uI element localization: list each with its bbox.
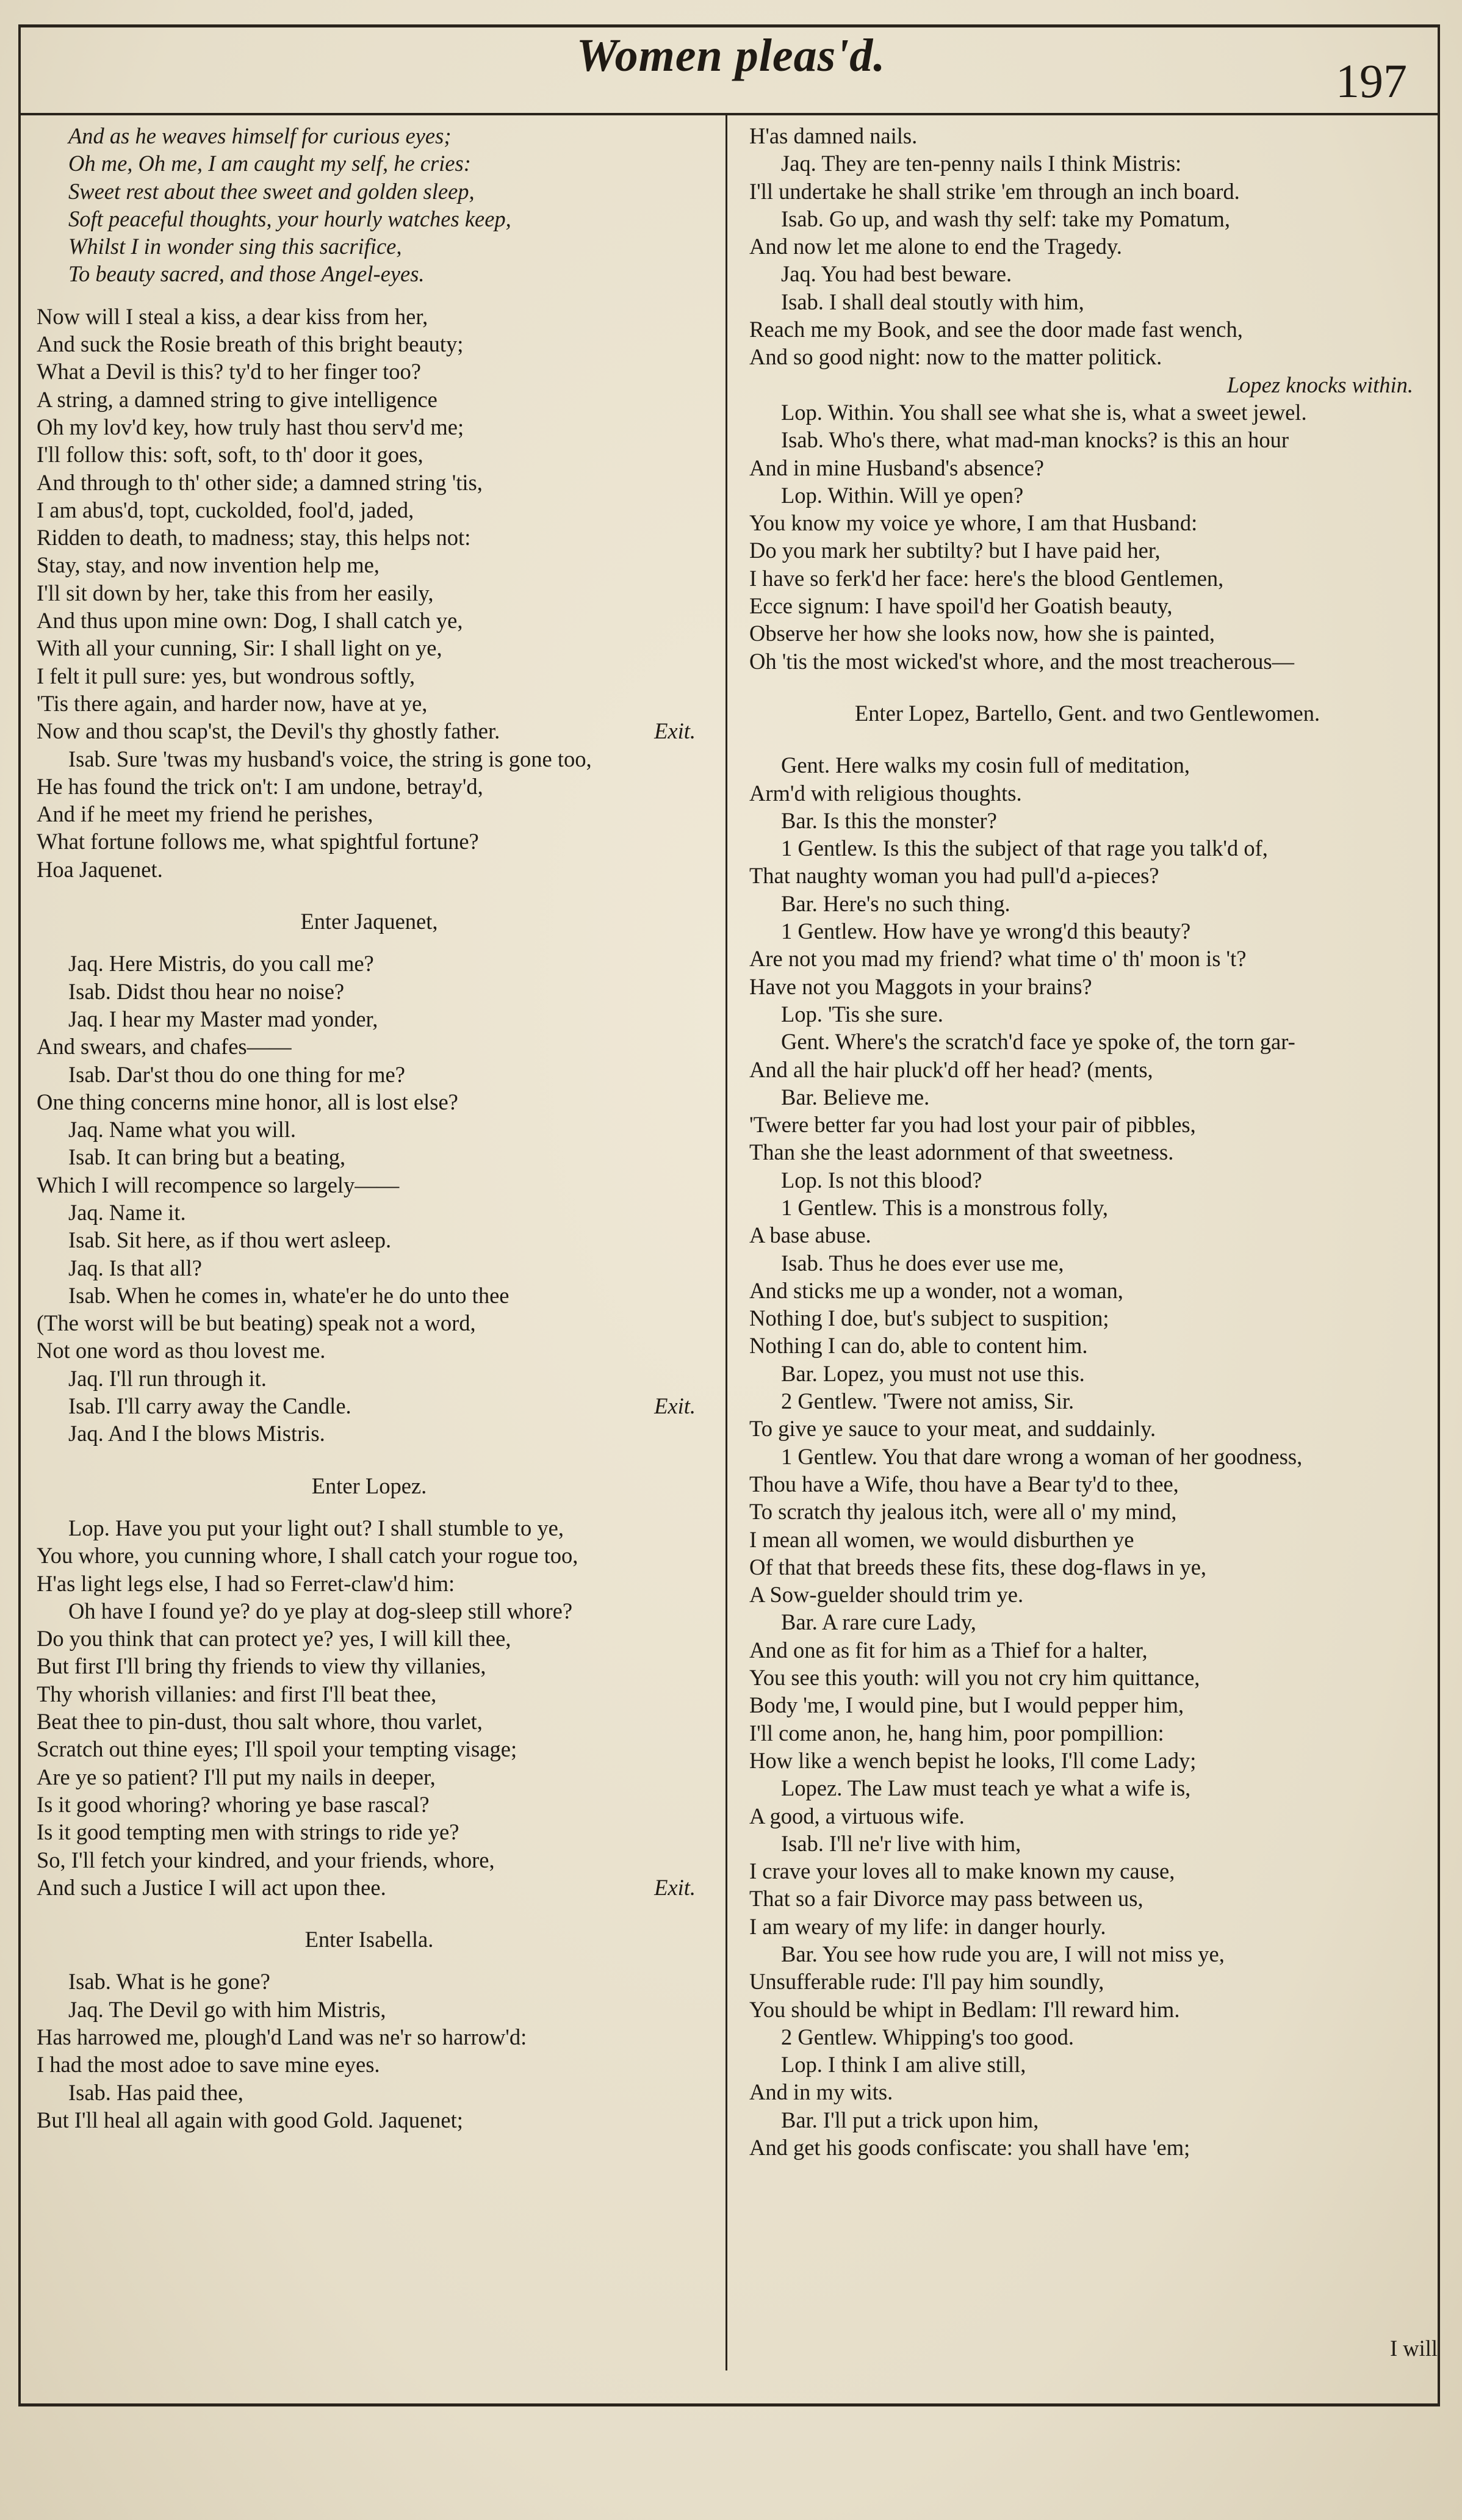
text-line: Thou have a Wife, thou have a Bear ty'd to thee, — [749, 1471, 1179, 1496]
verse-line: Whilst I in wonder sing this sacrifice, — [68, 234, 402, 259]
right-column — [749, 122, 1425, 2161]
text-line: Isab. Has paid thee, — [68, 2079, 243, 2105]
text-line: Isab. Didst thou hear no noise? — [68, 978, 345, 1004]
bottom-rule — [18, 2403, 1440, 2406]
text-line: Lop. Within. Will ye open? — [781, 482, 1024, 508]
verse-line: And as he weaves himself for curious eyes; — [68, 123, 452, 148]
text-line: Jaq. And I the blows Mistris. — [68, 1421, 325, 1446]
text-line: 2 Gentlew. 'Twere not amiss, Sir. — [781, 1388, 1075, 1414]
page-number: 197 — [1336, 54, 1407, 107]
text-line: Than she the least adornment of that sweetness. — [749, 1139, 1174, 1165]
text-line: And thus upon mine own: Dog, I shall catch ye, — [37, 608, 463, 634]
text-line: Jaq. Is that all? — [68, 1255, 202, 1280]
text-line: Isab. Go up, and wash thy self: take my Pomatum, — [781, 206, 1230, 231]
text-line: Arm'd with religious thoughts. — [749, 780, 1022, 806]
text-line: You should be whipt in Bedlam: I'll reward him. — [749, 1996, 1180, 2022]
text-line: You see this youth: will you not cry him quittance, — [749, 1665, 1200, 1691]
text-line: Stay, stay, and now invention help me, — [37, 552, 380, 578]
verse-line: Sweet rest about thee sweet and golden sleep, — [68, 178, 475, 204]
text-line: Thy whorish villanies: and first I'll beat thee, — [37, 1681, 437, 1706]
text-line: Gent. Where's the scratch'd face ye spoke of, the torn gar- — [781, 1029, 1295, 1055]
left-border — [18, 24, 21, 2405]
stage-direction: Lopez knocks within. — [1226, 372, 1413, 397]
text-line: Are ye so patient? I'll put my nails in deeper, — [37, 1764, 436, 1789]
text-line: Isab. Who's there, what mad-man knocks? is this an hour — [781, 427, 1289, 453]
text-line — [37, 717, 702, 745]
text-line: And get his goods confiscate: you shall have 'em; — [749, 2135, 1190, 2161]
text-line: 'Tis there again, and harder now, have at ye, — [37, 690, 428, 716]
text-line: You know my voice ye whore, I am that Husband: — [749, 510, 1198, 536]
text-line: Nothing I doe, but's subject to suspition; — [749, 1305, 1109, 1331]
text-line: I am abus'd, topt, cuckolded, fool'd, jaded, — [37, 497, 414, 522]
text-line: Scratch out thine eyes; I'll spoil your tempting visage; — [37, 1736, 517, 1762]
text-line: Lop. Is not this blood? — [781, 1167, 982, 1193]
text-line: Jaq. The Devil go with him Mistris, — [68, 1996, 386, 2022]
exit-direction: Exit. — [654, 718, 696, 744]
text-line: Gent. Here walks my cosin full of meditation, — [781, 753, 1190, 778]
text-line: I mean all women, we would disburthen ye — [749, 1526, 1134, 1552]
text-line: And through to th' other side; a damned string 'tis, — [37, 469, 483, 495]
text-line: Has harrowed me, plough'd Land was ne'r so harrow'd: — [37, 2024, 527, 2049]
text-line: Jaq. Here Mistris, do you call me? — [68, 951, 374, 977]
text-line: That so a fair Divorce may pass between us, — [749, 1886, 1143, 1912]
text-line: Jaq. Name what you will. — [68, 1117, 297, 1143]
text-line: Isab. Sure 'twas my husband's voice, the string is gone too, — [68, 746, 592, 771]
text-line: With all your cunning, Sir: I shall light on ye, — [37, 635, 442, 661]
text-line: Isab. When he comes in, whate'er he do unto thee — [68, 1282, 510, 1308]
text-line: And all the hair pluck'd off her head? (ments, — [749, 1056, 1153, 1082]
text-line: H'as light legs else, I had so Ferret-claw'd him: — [37, 1570, 455, 1596]
text-line: 1 Gentlew. You that dare wrong a woman of her goodness, — [781, 1443, 1303, 1469]
text-line: Now will I steal a kiss, a dear kiss from her, — [37, 303, 428, 329]
text-line: Observe her how she looks now, how she is painted, — [749, 621, 1215, 646]
text-line: 2 Gentlew. Whipping's too good. — [781, 2024, 1075, 2049]
text-line: Jaq. I'll run through it. — [68, 1365, 267, 1391]
text-line: You whore, you cunning whore, I shall catch your rogue too, — [37, 1543, 578, 1569]
text-line: Is it good whoring? whoring ye base rascal? — [37, 1791, 430, 1817]
text-line: Jaq. They are ten-penny nails I think Mistris: — [781, 151, 1182, 176]
text-line: I felt it pull sure: yes, but wondrous softly, — [37, 663, 416, 688]
text-line: And sticks me up a wonder, not a woman, — [749, 1277, 1123, 1303]
text-line — [37, 1874, 702, 1901]
text-line: Lop. 'Tis she sure. — [781, 1001, 943, 1027]
text-line: Lop. Within. You shall see what she is, what a sweet jewel. — [781, 399, 1307, 425]
text-line: Bar. Is this the monster? — [781, 807, 997, 833]
text-line: I am weary of my life: in danger hourly. — [749, 1913, 1106, 1939]
text-line: Hoa Jaquenet. — [37, 856, 163, 882]
text-line: I crave your loves all to make known my cause, — [749, 1858, 1175, 1884]
text-line: That naughty woman you had pull'd a-pieces? — [749, 863, 1159, 889]
text-line: Bar. Here's no such thing. — [781, 890, 1010, 916]
text-line: Isab. Thus he does ever use me, — [781, 1250, 1064, 1276]
text-line: And so good night: now to the matter politick. — [749, 344, 1162, 370]
text-line: I'll follow this: soft, soft, to th' door it goes, — [37, 442, 423, 468]
top-rule — [18, 24, 1440, 27]
text-line: So, I'll fetch your kindred, and your friends, whore, — [37, 1847, 495, 1872]
text-line: A good, a virtuous wife. — [749, 1803, 965, 1829]
text-line: Nothing I can do, able to content him. — [749, 1333, 1088, 1359]
verse-line: To beauty sacred, and those Angel-eyes. — [68, 261, 425, 287]
text-line: To scratch thy jealous itch, were all o' my mind, — [749, 1499, 1177, 1525]
text-line: Bar. Believe me. — [781, 1084, 930, 1110]
right-border — [1438, 24, 1440, 2405]
stage-direction: Enter Isabella. — [304, 1927, 434, 1952]
text-line: How like a wench bepist he looks, I'll come Lady; — [749, 1747, 1197, 1773]
text-line: Do you think that can protect ye? yes, I will kill thee, — [37, 1626, 511, 1652]
text-line-content: Isab. I'll carry away the Candle. — [68, 1393, 351, 1419]
text-line: Oh 'tis the most wicked'st whore, and the most treacherous— — [749, 648, 1295, 674]
text-line: He has found the trick on't: I am undone, betray'd, — [37, 773, 483, 799]
stage-direction: Enter Jaquenet, — [300, 909, 438, 934]
text-line: Have not you Maggots in your brains? — [749, 973, 1092, 999]
text-line: Do you mark her subtilty? but I have paid her, — [749, 538, 1161, 563]
text-line: 1 Gentlew. Is this the subject of that rage you talk'd of, — [781, 836, 1268, 861]
text-line: And suck the Rosie breath of this bright beauty; — [37, 331, 464, 357]
text-line: Lop. I think I am alive still, — [781, 2052, 1026, 2078]
text-line: Beat thee to pin-dust, thou salt whore, thou varlet, — [37, 1709, 483, 1735]
text-line: I'll undertake he shall strike 'em through an inch board. — [749, 178, 1240, 204]
text-line: Isab. I shall deal stoutly with him, — [781, 289, 1084, 314]
text-line: A Sow-guelder should trim ye. — [749, 1582, 1024, 1608]
running-title: Women pleas'd. — [576, 30, 886, 81]
exit-direction: Exit. — [654, 1874, 696, 1900]
text-line: Not one word as thou lovest me. — [37, 1338, 326, 1363]
text-line: Body 'me, I would pine, but I would pepper him, — [749, 1692, 1184, 1718]
text-line: (The worst will be but beating) speak not a word, — [37, 1310, 476, 1336]
text-line: Ridden to death, to madness; stay, this helps not: — [37, 525, 471, 551]
text-line: And swears, and chafes—— — [37, 1034, 292, 1060]
text-line: Of that that breeds these fits, these dog-flaws in ye, — [749, 1554, 1207, 1580]
text-line: Jaq. I hear my Master mad yonder, — [68, 1006, 378, 1031]
text-line: But I'll heal all again with good Gold. Jaquenet; — [37, 2107, 463, 2132]
text-line: Oh my lov'd key, how truly hast thou serv'd me; — [37, 414, 464, 439]
text-line: Are not you mad my friend? what time o' th' moon is 't? — [749, 946, 1247, 972]
text-line: And in my wits. — [749, 2079, 893, 2105]
text-line: Unsufferable rude: I'll pay him soundly, — [749, 1969, 1104, 1995]
text-line: 'Twere better far you had lost your pair of pibbles, — [749, 1112, 1196, 1138]
text-line: One thing concerns mine honor, all is lost else? — [37, 1089, 458, 1114]
text-line: I'll come anon, he, hang him, poor pompillion: — [749, 1720, 1164, 1746]
text-line: Reach me my Book, and see the door made fast wench, — [749, 317, 1243, 342]
text-line: I have so ferk'd her face: here's the blood Gentlemen, — [749, 565, 1224, 591]
text-line: I had the most adoe to save mine eyes. — [37, 2052, 380, 2078]
text-line: Oh have I found ye? do ye play at dog-sleep still whore? — [68, 1598, 573, 1623]
text-line: Jaq. You had best beware. — [781, 261, 1012, 287]
left-column — [37, 122, 702, 2134]
text-line-content: Now and thou scap'st, the Devil's thy ghostly father. — [37, 718, 500, 744]
text-line: And now let me alone to end the Tragedy. — [749, 234, 1122, 259]
text-line: What a Devil is this? ty'd to her finger too? — [37, 359, 421, 384]
text-line: A string, a damned string to give intelligence — [37, 386, 438, 412]
text-line: Lop. Have you put your light out? I shall stumble to ye, — [68, 1515, 564, 1540]
text-line: Bar. I'll put a trick upon him, — [781, 2107, 1039, 2132]
text-line: And one as fit for him as a Thief for a halter, — [749, 1637, 1148, 1663]
text-line: Isab. What is he gone? — [68, 1969, 270, 1995]
text-line: 1 Gentlew. How have ye wrong'd this beauty? — [781, 919, 1191, 944]
verse-line: Oh me, Oh me, I am caught my self, he cries: — [68, 151, 471, 176]
text-line: A base abuse. — [749, 1222, 871, 1248]
text-line: Isab. I'll ne'r live with him, — [781, 1830, 1021, 1856]
text-line: To give ye sauce to your meat, and suddainly. — [749, 1416, 1156, 1442]
header-rule — [18, 113, 1440, 115]
text-line: 1 Gentlew. This is a monstrous folly, — [781, 1194, 1108, 1220]
text-line: What fortune follows me, what spightful fortune? — [37, 829, 479, 854]
text-line: Bar. You see how rude you are, I will not miss ye, — [781, 1941, 1225, 1966]
text-line: Which I will recompence so largely—— — [37, 1172, 400, 1197]
text-line — [37, 1392, 702, 1420]
stage-direction: Enter Lopez. — [311, 1473, 427, 1498]
text-line: Isab. It can bring but a beating, — [68, 1144, 346, 1170]
text-line: And in mine Husband's absence? — [749, 455, 1044, 480]
text-line: And if he meet my friend he perishes, — [37, 801, 373, 827]
text-line: Isab. Sit here, as if thou wert asleep. — [68, 1227, 392, 1253]
stage-direction: Enter Lopez, Bartello, Gent. and two Gentlewomen. — [854, 700, 1320, 726]
exit-direction: Exit. — [654, 1393, 696, 1419]
text-line-content: And such a Justice I will act upon thee. — [37, 1874, 386, 1900]
verse-line: Soft peaceful thoughts, your hourly watches keep, — [68, 206, 511, 231]
text-line: Jaq. Name it. — [68, 1199, 186, 1225]
text-line: Ecce signum: I have spoil'd her Goatish beauty, — [749, 593, 1173, 619]
text-line: Bar. Lopez, you must not use this. — [781, 1360, 1085, 1386]
text-line: Is it good tempting men with strings to ride ye? — [37, 1819, 459, 1845]
column-divider — [726, 115, 727, 2370]
text-line: But first I'll bring thy friends to view thy villanies, — [37, 1653, 486, 1679]
text-line: Bar. A rare cure Lady, — [781, 1609, 976, 1635]
catchword: I will — [1389, 2336, 1438, 2361]
text-line: Isab. Dar'st thou do one thing for me? — [68, 1061, 405, 1087]
text-line: Lopez. The Law must teach ye what a wife is, — [781, 1775, 1191, 1801]
text-line: H'as damned nails. — [749, 123, 918, 148]
text-line: I'll sit down by her, take this from her easily, — [37, 580, 434, 605]
